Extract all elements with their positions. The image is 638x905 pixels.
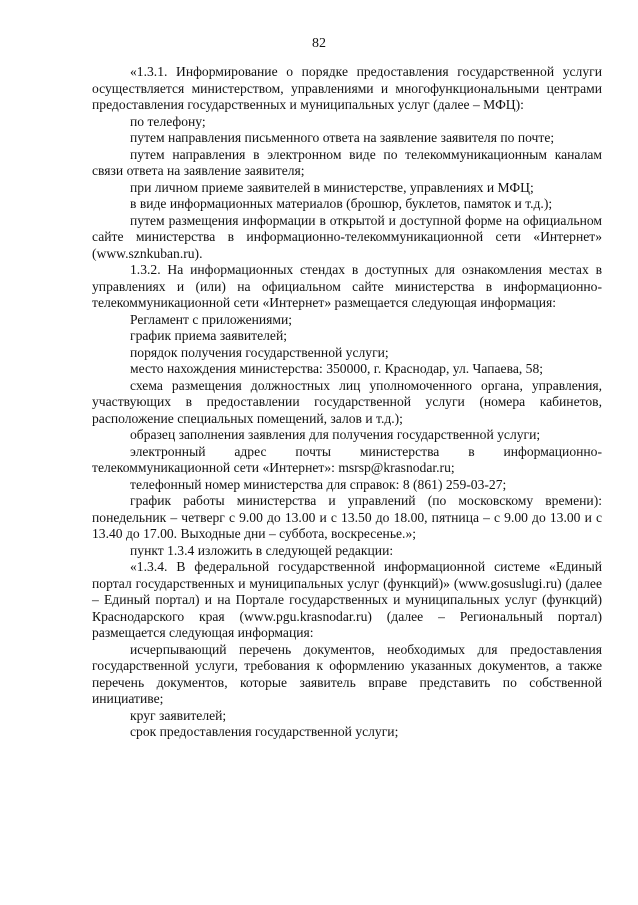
list-item-phone-number: телефонный номер министерства для справок: 8 (861) 259-03-27; bbox=[130, 476, 507, 492]
list-item-regulation: Регламент с приложениями; bbox=[130, 311, 293, 327]
list-item-documents: исчерпывающий перечень документов, необходимых для предоставления государственной услуги, требования к оформлению указанных документов, а также перечень документов, которые заявитель вправе представить по собственной инициативе; bbox=[92, 641, 602, 706]
list-item-procedure: порядок получения государственной услуги; bbox=[130, 344, 389, 360]
list-item-phone: по телефону; bbox=[130, 113, 206, 129]
list-item-mail: путем направления письменного ответа на заявление заявителя по почте; bbox=[130, 130, 555, 145]
list-item-electronic: путем направления в электронном виде по телекоммуникационным каналам связи ответа на заявление заявителя; bbox=[92, 146, 602, 178]
list-item-working-hours: график работы министерства и управлений (по московскому времени): понедельник – четверг с 9.00 до 13.00 и с 13.50 до 18.00, пятница – с 9.00 до 13.00 и с 13.40 до 17.00. Выходные дни – суббота, воскресенье.»; bbox=[92, 493, 602, 541]
list-item-personal-reception: при личном приеме заявителей в министерстве, управлениях и МФЦ; bbox=[130, 179, 534, 195]
page-number: 82 bbox=[312, 36, 326, 51]
list-item-service-term: срок предоставления государственной услуги; bbox=[130, 724, 399, 739]
paragraph-amendment-1-3-4: пункт 1.3.4 изложить в следующей редакции: bbox=[130, 542, 394, 558]
document-body bbox=[92, 64, 602, 741]
list-item-website: путем размещения информации в открытой и доступной форме на официальном сайте министерства в информационно-телекоммуникационной сети «Интернет» (www.sznkuban.ru). bbox=[92, 212, 602, 261]
list-item-form-sample: образец заполнения заявления для получения государственной услуги; bbox=[130, 427, 541, 442]
paragraph-1-3-1: «1.3.1. Информирование о порядке предоставления государственной услуги осуществляется министерством, управлениями и многофункциональными центрами предоставления государственных и муниципальных услуг (далее – МФЦ): bbox=[92, 64, 602, 112]
list-item-officials-scheme: схема размещения должностных лиц уполномоченного органа, управления, участвующих в предоставлении государственной услуги (номера кабинетов, расположение специальных помещений, залов и т.д.); bbox=[92, 377, 602, 426]
paragraph-1-3-4: «1.3.4. В федеральной государственной информационной системе «Единый портал государственных и муниципальных услуг (функций)» (www.gosuslugi.ru) (далее – Единый портал) и на Портале государственных и муниципальных услуг (функций) Краснодарского края (www.pgu.krasnodar.ru) (далее – Региональный портал) размещается следующая информация: bbox=[92, 559, 602, 640]
paragraph-1-3-2: 1.3.2. На информационных стендах в доступных для ознакомления местах в управлениях и (или) на официальном сайте министерства в информационно-телекоммуникационной сети «Интернет» размещается следующая информация: bbox=[92, 262, 602, 310]
list-item-schedule: график приема заявителей; bbox=[130, 328, 288, 343]
list-item-info-materials: в виде информационных материалов (брошюр, буклетов, памяток и т.д.); bbox=[130, 196, 553, 211]
list-item-address: место нахождения министерства: 350000, г. Краснодар, ул. Чапаева, 58; bbox=[130, 361, 544, 376]
list-item-email: электронный адрес почты министерства в информационно-телекоммуникационной сети «Интернет»: msrsp@krasnodar.ru; bbox=[92, 443, 602, 475]
list-item-applicants: круг заявителей; bbox=[130, 707, 227, 723]
